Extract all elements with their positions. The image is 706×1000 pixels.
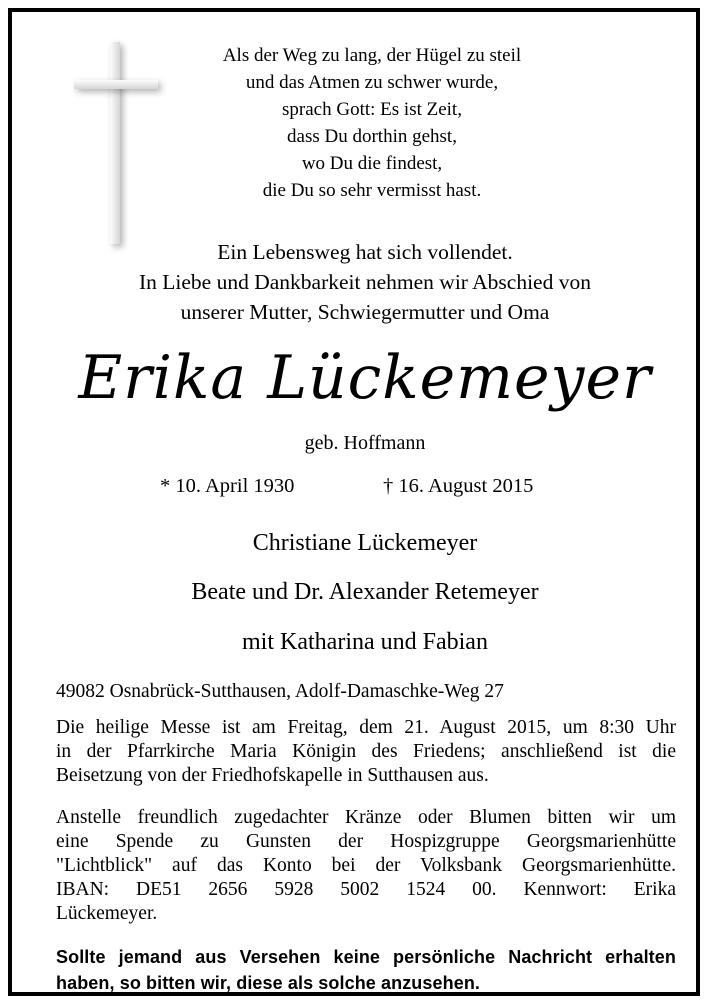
intro-line: Ein Lebensweg hat sich vollendet.	[217, 240, 513, 264]
mourner-name: Beate und Dr. Alexander Retemeyer	[191, 579, 539, 605]
maiden-name: geb. Hoffmann	[304, 432, 426, 454]
mass-paragraph	[56, 716, 676, 788]
cross-icon	[74, 42, 164, 244]
donation-line: eine Spende zu Gunsten der Hospizgruppe Georgsmarienhütte	[56, 831, 676, 852]
donation-line: Lückemeyer.	[56, 903, 158, 924]
mourner-name: mit Katharina und Fabian	[242, 629, 488, 655]
address: 49082 Osnabrück-Sutthausen, Adolf-Damaschke-Weg 27	[56, 681, 504, 702]
poem	[172, 42, 572, 204]
closing-line: haben, so bitten wir, diese als solche anzusehen.	[56, 973, 481, 993]
donation-line: Anstelle freundlich zugedachter Kränze oder Blumen bitten wir um	[56, 807, 676, 828]
birth-date: * 10. April 1930	[160, 475, 295, 497]
donation-line: IBAN: DE51 2656 5928 5002 1524 00. Kennwort: Erika	[56, 879, 676, 900]
donation-paragraph	[56, 806, 676, 926]
closing-note	[56, 944, 676, 996]
death-date: † 16. August 2015	[383, 475, 534, 497]
poem-line: und das Atmen zu schwer wurde,	[245, 72, 499, 93]
poem-line: die Du so sehr vermisst hast.	[262, 180, 482, 201]
donation-line: "Lichtblick" auf das Konto bei der Volksbank Georgsmarienhütte.	[56, 855, 676, 876]
poem-line: wo Du die findest,	[301, 153, 443, 174]
closing-line: Sollte jemand aus Versehen keine persönliche Nachricht erhalten	[56, 947, 676, 967]
poem-line: Als der Weg zu lang, der Hügel zu steil	[222, 45, 522, 66]
poem-line: sprach Gott: Es ist Zeit,	[282, 99, 462, 120]
deceased-name: Erika Lückemeyer	[78, 343, 652, 413]
mass-line: Beisetzung von der Friedhofskapelle in Sutthausen aus.	[56, 765, 489, 786]
obituary-frame	[8, 8, 700, 996]
mass-line: Die heilige Messe ist am Freitag, dem 21. August 2015, um 8:30 Uhr	[56, 717, 676, 738]
mourner-name: Christiane Lückemeyer	[252, 530, 478, 556]
intro-line: In Liebe und Dankbarkeit nehmen wir Abschied von	[139, 270, 591, 294]
intro-line: unserer Mutter, Schwiegermutter und Oma	[180, 300, 550, 324]
intro-text	[32, 237, 698, 327]
mass-line: in der Pfarrkirche Maria Königin des Friedens; anschließend ist die	[56, 741, 676, 762]
poem-line: dass Du dorthin gehst,	[287, 126, 457, 147]
